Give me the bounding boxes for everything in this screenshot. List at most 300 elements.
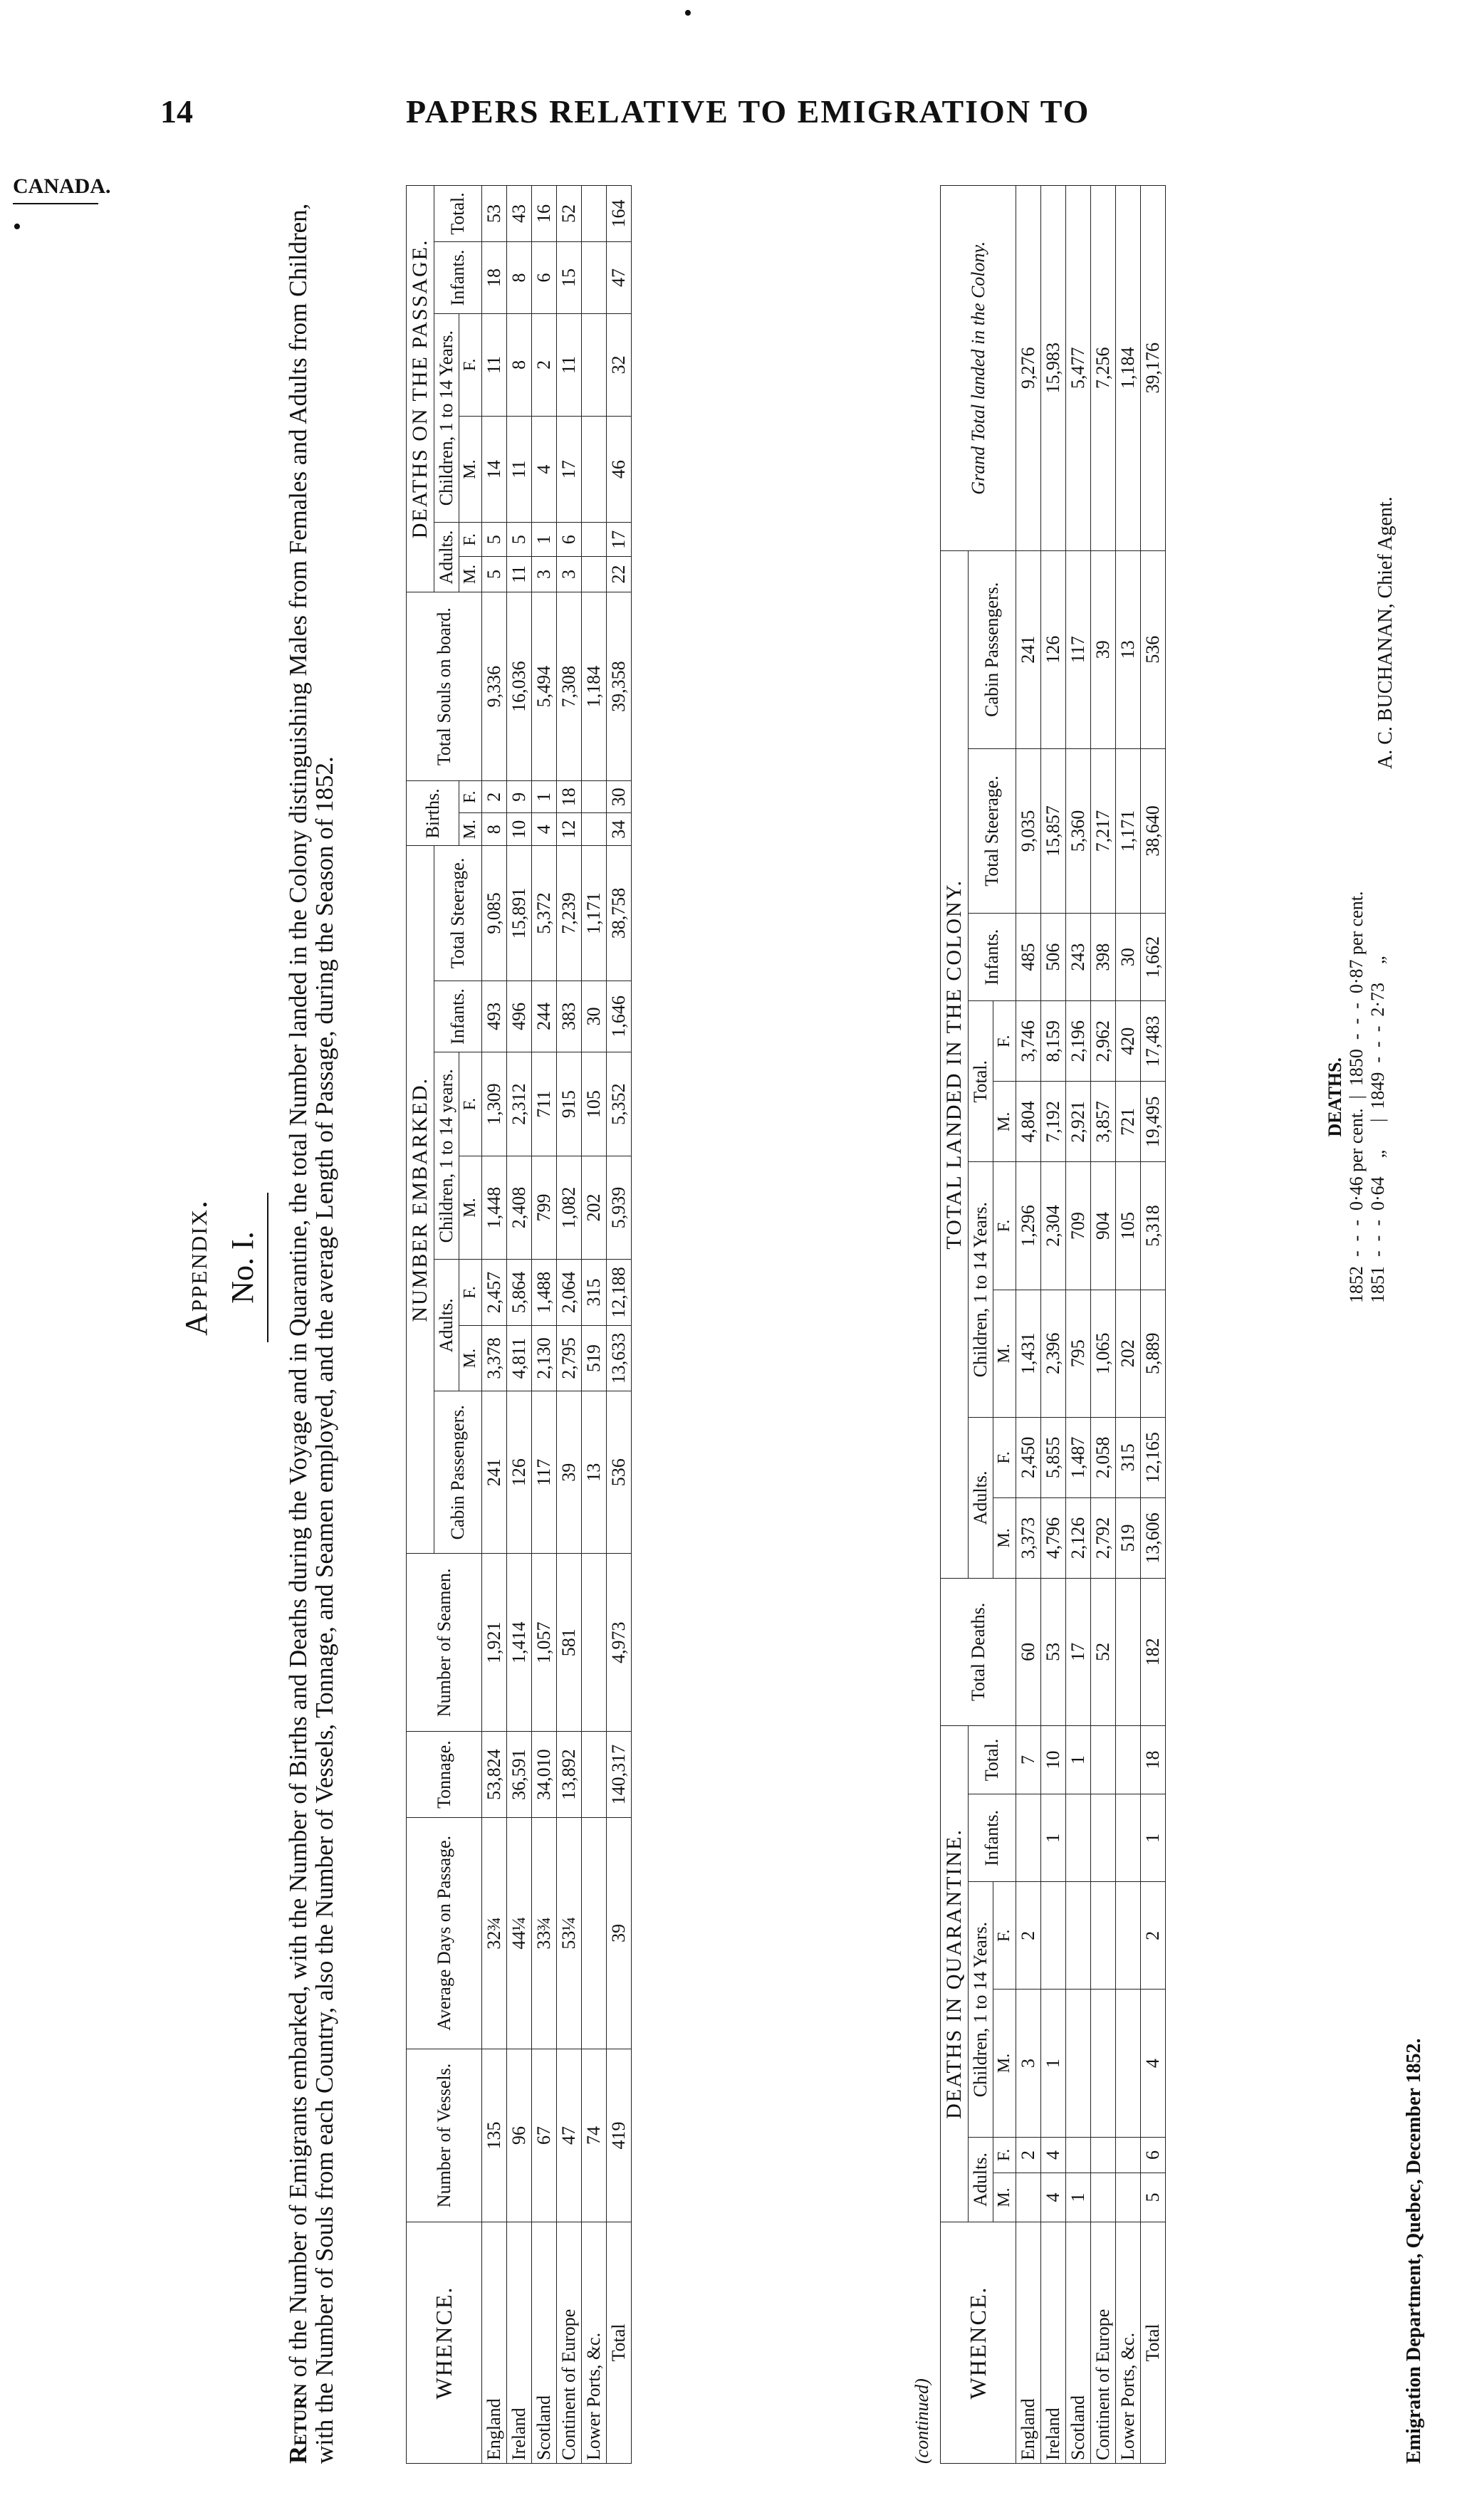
total-row: [1141, 186, 1166, 2464]
cell-lcf: 5,318: [1141, 1162, 1166, 1290]
cell-am: 3,378: [482, 1325, 507, 1391]
cell-qcm: 4: [1141, 1990, 1166, 2138]
cell-qam: 1: [1066, 2173, 1091, 2222]
cell-tdeaths: 17: [1066, 1579, 1091, 1726]
cell-dtot: 43: [507, 186, 532, 242]
cell-linf: 398: [1091, 914, 1116, 1001]
cell-lcm: 1,431: [1016, 1290, 1041, 1417]
cell-dam: 11: [507, 557, 532, 592]
appendix-title: Appendix.: [179, 1199, 214, 1336]
cell-vessels: 67: [532, 2049, 557, 2222]
cell-lcm: 795: [1066, 1290, 1091, 1417]
group-embarked: NUMBER EMBARKED.: [407, 846, 434, 1554]
row-label: Total: [1141, 2222, 1166, 2464]
landed-rows: [1016, 186, 1166, 2464]
row-label: England: [482, 2222, 507, 2464]
cell-ltm: 2,921: [1066, 1082, 1091, 1162]
col-total-souls: Total Souls on board.: [407, 592, 482, 781]
cell-linf: 243: [1066, 914, 1091, 1001]
cell-qinf: 1: [1041, 1794, 1066, 1882]
col-f: F.: [993, 2137, 1016, 2173]
cell-lcf: 904: [1091, 1162, 1116, 1290]
cell-bm: 10: [507, 813, 532, 846]
cell-af: 1,488: [532, 1260, 557, 1326]
cell-qaf: 6: [1141, 2137, 1166, 2173]
cell-qinf: 1: [1141, 1794, 1166, 1882]
cell-am: 13,633: [607, 1325, 632, 1391]
cell-bm: 12: [557, 813, 582, 846]
cell-steer: 38,758: [607, 846, 632, 981]
cell-af: 315: [582, 1260, 607, 1326]
cell-days: 53¼: [557, 1817, 582, 2049]
row-label: Ireland: [1041, 2222, 1066, 2464]
cell-grand: 39,176: [1141, 186, 1166, 551]
cell-daf: 17: [607, 523, 632, 557]
cell-steer: 1,171: [582, 846, 607, 981]
cell-souls: 39,358: [607, 592, 632, 781]
appendix-number: No. I.: [225, 1231, 260, 1304]
cell-souls: 5,494: [532, 592, 557, 781]
cell-dinf: 8: [507, 242, 532, 314]
cell-dcm: 17: [557, 416, 582, 522]
cell-qinf: [1066, 1794, 1091, 1882]
cell-dcm: 46: [607, 416, 632, 522]
deaths-line-1: 1852 - - - 0·46 per cent. | 1850 - - - 0·87 per cent.: [1346, 891, 1367, 1303]
cell-af: 2,457: [482, 1260, 507, 1326]
cell-laf: 2,450: [1016, 1417, 1041, 1497]
cell-af: 12,188: [607, 1260, 632, 1326]
cell-tdeaths: 182: [1141, 1579, 1166, 1726]
cell-cabin: 126: [507, 1391, 532, 1554]
col-tonnage: Tonnage.: [407, 1732, 482, 1817]
col-m: M.: [459, 1325, 482, 1391]
cell-dinf: 6: [532, 242, 557, 314]
cell-lcm: 2,396: [1041, 1290, 1066, 1417]
col-m: M.: [993, 1290, 1016, 1417]
cell-qam: 4: [1041, 2173, 1066, 2222]
cell-dtot: 16: [532, 186, 557, 242]
cell-inf: 493: [482, 981, 507, 1052]
col-vessels: Number of Vessels.: [407, 2049, 482, 2222]
col-m: M.: [459, 1156, 482, 1259]
col-l-infants: Infants.: [969, 914, 1016, 1001]
col-l-children: Children, 1 to 14 Years.: [969, 1162, 993, 1418]
cell-qcf: [1041, 1882, 1066, 1990]
cell-grand: 5,477: [1066, 186, 1091, 551]
cell-lcm: 202: [1116, 1290, 1141, 1417]
cell-ltf: 420: [1116, 1001, 1141, 1082]
cell-souls: 16,036: [507, 592, 532, 781]
cell-lcf: 1,296: [1016, 1162, 1041, 1290]
cell-ltf: 2,196: [1066, 1001, 1091, 1082]
cell-qtot: 18: [1141, 1725, 1166, 1794]
cell-seamen: [582, 1554, 607, 1732]
embarked-table: [406, 185, 632, 2464]
row-label: England: [1016, 2222, 1041, 2464]
cell-qtot: [1091, 1725, 1116, 1794]
group-quarantine: DEATHS IN QUARANTINE.: [941, 1725, 969, 2222]
col-death-total: Total.: [434, 186, 482, 242]
cell-vessels: 47: [557, 2049, 582, 2222]
col-adults: Adults.: [434, 1260, 459, 1391]
col-l-adults: Adults.: [969, 1417, 993, 1578]
table-row: [482, 186, 507, 2464]
cell-cabin: 117: [532, 1391, 557, 1554]
cell-dam: 3: [532, 557, 557, 592]
cell-lcab: 241: [1016, 550, 1041, 748]
col-death-adults: Adults.: [434, 523, 459, 592]
col-q-adults: Adults.: [969, 2137, 993, 2222]
rotated-content: [171, 164, 1453, 2478]
stray-dot: •: [684, 0, 692, 26]
col-l-total: Total.: [969, 1001, 993, 1162]
cell-qinf: [1116, 1794, 1141, 1882]
cell-seamen: 581: [557, 1554, 582, 1732]
caption-text: of the Number of Emigrants embarked, with the Number of Births and Deaths during the Voyage and in Quarantine, the total Number landed in the Colony distinguishing Males from Females and Adults from Children, with the Number of Souls from each Country, also the Number of Vessels, Tonnage, and Seamen employed, and the average Length of Passage, during the Season of 1852.: [284, 203, 338, 2464]
cell-bf: [582, 781, 607, 813]
cell-cabin: 241: [482, 1391, 507, 1554]
cell-cm: 1,448: [482, 1156, 507, 1259]
cell-qaf: [1066, 2137, 1091, 2173]
cell-qam: [1016, 2173, 1041, 2222]
cell-lsteer: 15,857: [1041, 748, 1066, 913]
cell-days: [582, 1817, 607, 2049]
cell-qcf: [1091, 1882, 1116, 1990]
row-label: Lower Ports, &c.: [1116, 2222, 1141, 2464]
col-f: F.: [993, 1882, 1016, 1990]
cell-af: 5,864: [507, 1260, 532, 1326]
cell-inf: 244: [532, 981, 557, 1052]
col-f: F.: [459, 1260, 482, 1326]
cell-bf: 18: [557, 781, 582, 813]
cell-days: 44¼: [507, 1817, 532, 2049]
cell-bm: 34: [607, 813, 632, 846]
cell-grand: 1,184: [1116, 186, 1141, 551]
cell-lcab: 536: [1141, 550, 1166, 748]
row-label: Continent of Europe: [557, 2222, 582, 2464]
cell-lcm: 1,065: [1091, 1290, 1116, 1417]
cell-lam: 13,606: [1141, 1497, 1166, 1578]
embarked-rows: [482, 186, 632, 2464]
group-deaths-passage: DEATHS ON THE PASSAGE.: [407, 186, 434, 592]
cell-lcab: 117: [1066, 550, 1091, 748]
table-row: [1016, 186, 1041, 2464]
deaths-footnote: [1325, 892, 1389, 1303]
running-title: PAPERS RELATIVE TO EMIGRATION TO: [406, 93, 1090, 130]
cell-am: 2,130: [532, 1325, 557, 1391]
cell-am: 4,811: [507, 1325, 532, 1391]
cell-lsteer: 7,217: [1091, 748, 1116, 913]
cell-souls: 9,336: [482, 592, 507, 781]
cell-qcm: [1066, 1990, 1091, 2138]
cell-qaf: [1091, 2137, 1116, 2173]
col-m: M.: [459, 557, 482, 592]
cell-tonnage: 53,824: [482, 1732, 507, 1817]
cell-qcf: 2: [1016, 1882, 1041, 1990]
department-line: Emigration Department, Quebec, December 1852.: [1403, 2038, 1425, 2464]
cell-dcm: [582, 416, 607, 522]
cell-days: 33¾: [532, 1817, 557, 2049]
cell-qtot: [1116, 1725, 1141, 1794]
col-seamen: Number of Seamen.: [407, 1554, 482, 1732]
col-l-cabin: Cabin Passengers.: [969, 550, 1016, 748]
cell-steer: 9,085: [482, 846, 507, 981]
cell-daf: 5: [507, 523, 532, 557]
cell-cf: 915: [557, 1052, 582, 1156]
cell-days: 32¾: [482, 1817, 507, 2049]
cell-dcm: 11: [507, 416, 532, 522]
cell-qtot: 7: [1016, 1725, 1041, 1794]
cell-ltm: 3,857: [1091, 1082, 1116, 1162]
cell-qam: [1091, 2173, 1116, 2222]
cell-tonnage: 13,892: [557, 1732, 582, 1817]
cell-dcf: [582, 313, 607, 416]
col-whence: WHENCE.: [407, 2222, 482, 2464]
cell-vessels: 74: [582, 2049, 607, 2222]
col-f: F.: [993, 1417, 1016, 1497]
cell-grand: 7,256: [1091, 186, 1116, 551]
cell-grand: 9,276: [1016, 186, 1041, 551]
cell-laf: 5,855: [1041, 1417, 1066, 1497]
cell-dcf: 2: [532, 313, 557, 416]
cell-dinf: 15: [557, 242, 582, 314]
cell-seamen: 4,973: [607, 1554, 632, 1732]
col-f: F.: [993, 1001, 1016, 1082]
cell-am: 2,795: [557, 1325, 582, 1391]
col-m: M.: [993, 1497, 1016, 1578]
cell-qtot: 10: [1041, 1725, 1066, 1794]
cell-bf: 30: [607, 781, 632, 813]
cell-qinf: [1016, 1794, 1041, 1882]
cell-daf: [582, 523, 607, 557]
cell-lcf: 105: [1116, 1162, 1141, 1290]
cell-dam: 22: [607, 557, 632, 592]
cell-ltf: 2,962: [1091, 1001, 1116, 1082]
col-infants: Infants.: [434, 981, 482, 1052]
col-m: M.: [459, 813, 482, 846]
cell-ltm: 4,804: [1016, 1082, 1041, 1162]
cell-inf: 30: [582, 981, 607, 1052]
cell-days: 39: [607, 1817, 632, 2049]
col-births: Births.: [407, 781, 459, 846]
cell-cm: 5,939: [607, 1156, 632, 1259]
table-row: [1066, 186, 1091, 2464]
table-row: [1041, 186, 1066, 2464]
caption-lead: Return: [284, 2383, 312, 2464]
row-label: Scotland: [532, 2222, 557, 2464]
cell-linf: 30: [1116, 914, 1141, 1001]
cell-tdeaths: 60: [1016, 1579, 1041, 1726]
cell-ltf: 3,746: [1016, 1001, 1041, 1082]
cell-daf: 1: [532, 523, 557, 557]
cell-lcf: 709: [1066, 1162, 1091, 1290]
cell-dcf: 32: [607, 313, 632, 416]
cell-inf: 383: [557, 981, 582, 1052]
appendix-rule: [267, 1193, 268, 1342]
cell-cf: 2,312: [507, 1052, 532, 1156]
cell-cm: 799: [532, 1156, 557, 1259]
cell-qaf: [1116, 2137, 1141, 2173]
deaths-line-2: 1851 - - - 0·64 „ | 1849 - - - 2·73 „: [1367, 956, 1388, 1303]
cell-lsteer: 38,640: [1141, 748, 1166, 913]
row-label: Total: [607, 2222, 632, 2464]
cell-lcab: 13: [1116, 550, 1141, 748]
cell-ltm: 7,192: [1041, 1082, 1066, 1162]
col-total-steerage: Total Steerage.: [434, 846, 482, 981]
side-rule: [13, 203, 98, 204]
cell-qcm: 1: [1041, 1990, 1066, 2138]
cell-seamen: 1,921: [482, 1554, 507, 1732]
cell-laf: 12,165: [1141, 1417, 1166, 1497]
col-grand-total: Grand Total landed in the Colony.: [941, 186, 1016, 551]
cell-vessels: 96: [507, 2049, 532, 2222]
table-caption: [285, 185, 338, 2464]
cell-ltm: 721: [1116, 1082, 1141, 1162]
cell-steer: 5,372: [532, 846, 557, 981]
col-whence: WHENCE.: [941, 2222, 1016, 2464]
cell-dcf: 11: [482, 313, 507, 416]
col-l-steerage: Total Steerage.: [969, 748, 1016, 913]
cell-seamen: 1,057: [532, 1554, 557, 1732]
cell-qcf: [1066, 1882, 1091, 1990]
cell-lam: 519: [1116, 1497, 1141, 1578]
col-m: M.: [993, 1990, 1016, 2138]
cell-souls: 1,184: [582, 592, 607, 781]
cell-qaf: 4: [1041, 2137, 1066, 2173]
cell-qcm: 3: [1016, 1990, 1041, 2138]
page-number: 14: [160, 93, 193, 130]
cell-lam: 2,792: [1091, 1497, 1116, 1578]
cell-lcf: 2,304: [1041, 1162, 1066, 1290]
cell-dtot: 53: [482, 186, 507, 242]
cell-daf: 5: [482, 523, 507, 557]
cell-af: 2,064: [557, 1260, 582, 1326]
cell-dam: [582, 557, 607, 592]
cell-bm: 8: [482, 813, 507, 846]
cell-qaf: 2: [1016, 2137, 1041, 2173]
col-m: M.: [993, 1082, 1016, 1162]
cell-dinf: 18: [482, 242, 507, 314]
cell-inf: 496: [507, 981, 532, 1052]
cell-cf: 1,309: [482, 1052, 507, 1156]
cell-bm: 4: [532, 813, 557, 846]
col-m: M.: [993, 2173, 1016, 2222]
cell-qam: 5: [1141, 2173, 1166, 2222]
cell-ltf: 8,159: [1041, 1001, 1066, 1082]
cell-dtot: [582, 186, 607, 242]
cell-cm: 202: [582, 1156, 607, 1259]
cell-bm: [582, 813, 607, 846]
table-row: [557, 186, 582, 2464]
col-days: Average Days on Passage.: [407, 1817, 482, 2049]
cell-qam: [1116, 2173, 1141, 2222]
col-death-children: Children, 1 to 14 Years.: [434, 313, 459, 522]
cell-linf: 506: [1041, 914, 1066, 1001]
cell-tdeaths: 53: [1041, 1579, 1066, 1726]
cell-steer: 7,239: [557, 846, 582, 981]
cell-dcf: 8: [507, 313, 532, 416]
total-row: [607, 186, 632, 2464]
cell-vessels: 419: [607, 2049, 632, 2222]
cell-cm: 1,082: [557, 1156, 582, 1259]
cell-lsteer: 9,035: [1016, 748, 1041, 913]
cell-lam: 3,373: [1016, 1497, 1041, 1578]
cell-linf: 1,662: [1141, 914, 1166, 1001]
cell-qcm: [1091, 1990, 1116, 2138]
running-head: [0, 93, 1477, 142]
col-f: F.: [459, 1052, 482, 1156]
cell-qcm: [1116, 1990, 1141, 2138]
col-f: F.: [459, 781, 482, 813]
cell-cabin: 536: [607, 1391, 632, 1554]
cell-lcm: 5,889: [1141, 1290, 1166, 1417]
signature: A. C. BUCHANAN, Chief Agent.: [1374, 496, 1397, 769]
cell-lsteer: 1,171: [1116, 748, 1141, 913]
row-label: Ireland: [507, 2222, 532, 2464]
cell-dam: 5: [482, 557, 507, 592]
cell-bf: 1: [532, 781, 557, 813]
cell-dam: 3: [557, 557, 582, 592]
deaths-title: DEATHS.: [1325, 1057, 1345, 1137]
cell-dcm: 14: [482, 416, 507, 522]
cell-cabin: 13: [582, 1391, 607, 1554]
table-row: [507, 186, 532, 2464]
cell-inf: 1,646: [607, 981, 632, 1052]
cell-cm: 2,408: [507, 1156, 532, 1259]
table-row: [582, 186, 607, 2464]
group-landed: TOTAL LANDED IN THE COLONY.: [941, 550, 969, 1578]
cell-ltm: 19,495: [1141, 1082, 1166, 1162]
cell-dcf: 11: [557, 313, 582, 416]
cell-lcab: 39: [1091, 550, 1116, 748]
cell-souls: 7,308: [557, 592, 582, 781]
cell-ltf: 17,483: [1141, 1001, 1166, 1082]
side-bullet: •: [13, 214, 21, 240]
col-total-deaths: Total Deaths.: [941, 1579, 1016, 1726]
cell-dtot: 52: [557, 186, 582, 242]
cell-cabin: 39: [557, 1391, 582, 1554]
table-row: [1091, 186, 1116, 2464]
cell-steer: 15,891: [507, 846, 532, 981]
cell-grand: 15,983: [1041, 186, 1066, 551]
cell-qtot: 1: [1066, 1725, 1091, 1794]
col-cabin: Cabin Passengers.: [434, 1391, 482, 1554]
col-f: F.: [459, 313, 482, 416]
cell-tonnage: 36,591: [507, 1732, 532, 1817]
col-f: F.: [993, 1162, 1016, 1290]
cell-dtot: 164: [607, 186, 632, 242]
cell-tdeaths: 52: [1091, 1579, 1116, 1726]
cell-laf: 2,058: [1091, 1417, 1116, 1497]
cell-bf: 2: [482, 781, 507, 813]
cell-dinf: [582, 242, 607, 314]
continued-label: (continued): [912, 2378, 932, 2464]
cell-tdeaths: [1116, 1579, 1141, 1726]
row-label: Continent of Europe: [1091, 2222, 1116, 2464]
col-children: Children, 1 to 14 years.: [434, 1052, 459, 1260]
table-row: [1116, 186, 1141, 2464]
cell-bf: 9: [507, 781, 532, 813]
cell-qinf: [1091, 1794, 1116, 1882]
cell-lam: 2,126: [1066, 1497, 1091, 1578]
cell-daf: 6: [557, 523, 582, 557]
cell-cf: 711: [532, 1052, 557, 1156]
cell-lcab: 126: [1041, 550, 1066, 748]
cell-seamen: 1,414: [507, 1554, 532, 1732]
cell-qcf: [1116, 1882, 1141, 1990]
row-label: Scotland: [1066, 2222, 1091, 2464]
table-row: [532, 186, 557, 2464]
